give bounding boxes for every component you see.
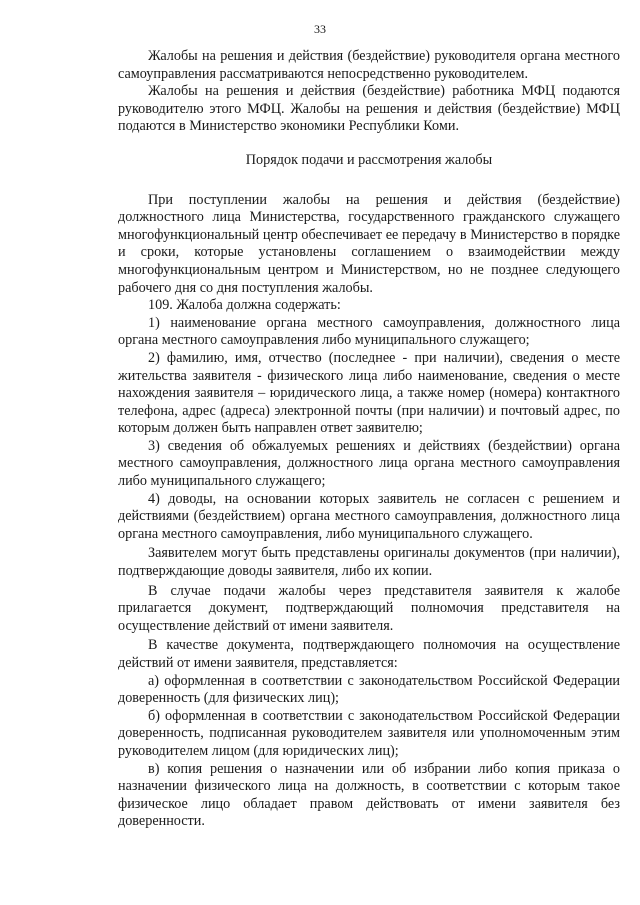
list-item: 3) сведения об обжалуемых решениях и действиях (бездействии) органа местного самоуправления, должностного лица органа местного самоуправления либо муниципального служащего; [118, 437, 620, 490]
list-item: 2) фамилию, имя, отчество (последнее - при наличии), сведения о месте жительства заявителя - физического лица либо наименование, сведения о месте нахождения заявителя – юридического лица, а также номер (номера) контактного телефона, адрес (адреса) электронной почты (при наличии) и почтовый адрес, по которым должен быть направлен ответ заявителю; [118, 349, 620, 437]
document-body [118, 48, 620, 831]
paragraph: Жалобы на решения и действия (бездействие) работника МФЦ подаются руководителю этого МФЦ. Жалобы на решения и действия (бездействие) МФЦ подаются в Министерство экономики Республики Коми. [118, 83, 620, 135]
list-item: 4) доводы, на основании которых заявитель не согласен с решением и действиями (бездействием) органа местного самоуправления, должностного лица органа местного самоуправления, либо муниципального служащего. [118, 490, 620, 542]
page-number: 33 [314, 22, 326, 36]
list-item: б) оформленная в соответствии с законодательством Российской Федерации доверенность, подписанная руководителем заявителя или уполномоченным этим руководителем лицом (для юридических лиц); [118, 707, 620, 759]
paragraph: 109. Жалоба должна содержать: [148, 297, 341, 314]
paragraph: Жалобы на решения и действия (бездействие) руководителя органа местного самоуправления рассматриваются непосредственно руководителем. [118, 48, 620, 82]
paragraph: В качестве документа, подтверждающего полномочия на осуществление действий от имени заявителя, представляется: [118, 637, 620, 671]
list-item: 1) наименование органа местного самоуправления, должностного лица органа местного самоуправления либо муниципального служащего; [118, 314, 620, 349]
section-heading: Порядок подачи и рассмотрения жалобы [245, 151, 493, 168]
list-item: а) оформленная в соответствии с законодательством Российской Федерации доверенность (для физических лиц); [118, 672, 620, 707]
paragraph: В случае подачи жалобы через представителя заявителя к жалобе прилагается документ, подтверждающий полномочия представителя на осуществление действий от имени заявителя. [118, 582, 620, 634]
paragraph: При поступлении жалобы на решения и действия (бездействие) должностного лица Министерства, государственного гражданского служащего многофункциональный центр обеспечивает ее передачу в Министерство в порядке и сроки, которые установлены соглашением о взаимодействии между многофункциональным центром и Министерством, но не позднее следующего рабочего дня со дня поступления жалобы. [118, 191, 620, 296]
paragraph: Заявителем могут быть представлены оригиналы документов (при наличии), подтверждающие доводы заявителя, либо их копии. [118, 545, 620, 580]
list-item: в) копия решения о назначении или об избрании либо копия приказа о назначении физического лица на должность, в соответствии с которым такое физическое лицо обладает правом действовать от имени заявителя без доверенности. [118, 760, 620, 830]
